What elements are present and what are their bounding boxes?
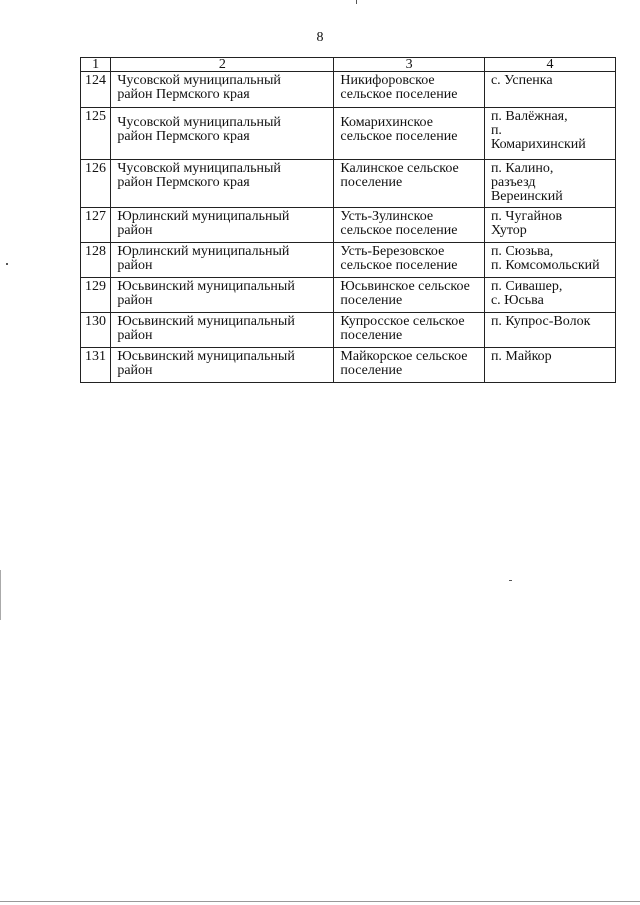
locality-cell: п. Чугайнов Хутор bbox=[484, 208, 615, 243]
district-cell: Юсьвинский муниципальный район bbox=[111, 313, 334, 348]
page-number: 8 bbox=[316, 30, 324, 45]
row-number: 129 bbox=[81, 278, 111, 313]
table-row bbox=[81, 160, 616, 208]
locality-cell: с. Успенка bbox=[484, 72, 615, 108]
district-cell: Чусовской муниципальный район Пермского края bbox=[111, 108, 334, 160]
scan-edge-line bbox=[0, 570, 1, 620]
row-number: 127 bbox=[81, 208, 111, 243]
table-row bbox=[81, 348, 616, 383]
settlements-table bbox=[80, 57, 616, 383]
column-header-2: 2 bbox=[111, 58, 334, 72]
settlement-cell: Майкорское сельское поселение bbox=[334, 348, 485, 383]
table-row bbox=[81, 313, 616, 348]
row-number: 130 bbox=[81, 313, 111, 348]
district-cell: Чусовской муниципальный район Пермского края bbox=[111, 72, 334, 108]
locality-cell: п. Калино, разъезд Вереинский bbox=[484, 160, 615, 208]
table-row bbox=[81, 108, 616, 160]
table-row bbox=[81, 72, 616, 108]
district-cell: Юрлинский муниципальный район bbox=[111, 208, 334, 243]
locality-cell: п. Сивашер, с. Юсьва bbox=[484, 278, 615, 313]
district-cell: Чусовской муниципальный район Пермского края bbox=[111, 160, 334, 208]
table-row bbox=[81, 243, 616, 278]
scan-speck bbox=[6, 263, 8, 265]
settlement-cell: Калинское сельское поселение bbox=[334, 160, 485, 208]
locality-cell: п. Сюзьва, п. Комсомольский bbox=[484, 243, 615, 278]
settlement-cell: Усть-Зулинское сельское поселение bbox=[334, 208, 485, 243]
row-number: 131 bbox=[81, 348, 111, 383]
settlement-cell: Комарихинское сельское поселение bbox=[334, 108, 485, 160]
district-cell: Юсьвинский муниципальный район bbox=[111, 348, 334, 383]
settlement-cell: Купросское сельское поселение bbox=[334, 313, 485, 348]
row-number: 125 bbox=[81, 108, 111, 160]
settlement-cell: Усть-Березовское сельское поселение bbox=[334, 243, 485, 278]
row-number: 128 bbox=[81, 243, 111, 278]
scan-speck bbox=[509, 580, 512, 581]
column-header-4: 4 bbox=[484, 58, 615, 72]
district-cell: Юрлинский муниципальный район bbox=[111, 243, 334, 278]
table-row bbox=[81, 278, 616, 313]
scan-bottom-line bbox=[0, 901, 640, 902]
column-header-3: 3 bbox=[334, 58, 485, 72]
row-number: 126 bbox=[81, 160, 111, 208]
table-header-row bbox=[81, 58, 616, 72]
row-number: 124 bbox=[81, 72, 111, 108]
locality-cell: п. Купрос-Волок bbox=[484, 313, 615, 348]
column-header-1: 1 bbox=[81, 58, 111, 72]
district-cell: Юсьвинский муниципальный район bbox=[111, 278, 334, 313]
locality-cell: п. Майкор bbox=[484, 348, 615, 383]
locality-cell: п. Валёжная, п. Комарихинский bbox=[484, 108, 615, 160]
settlement-cell: Юсьвинское сельское поселение bbox=[334, 278, 485, 313]
settlement-cell: Никифоровское сельское поселение bbox=[334, 72, 485, 108]
scan-speck bbox=[356, 0, 357, 4]
table-row bbox=[81, 208, 616, 243]
